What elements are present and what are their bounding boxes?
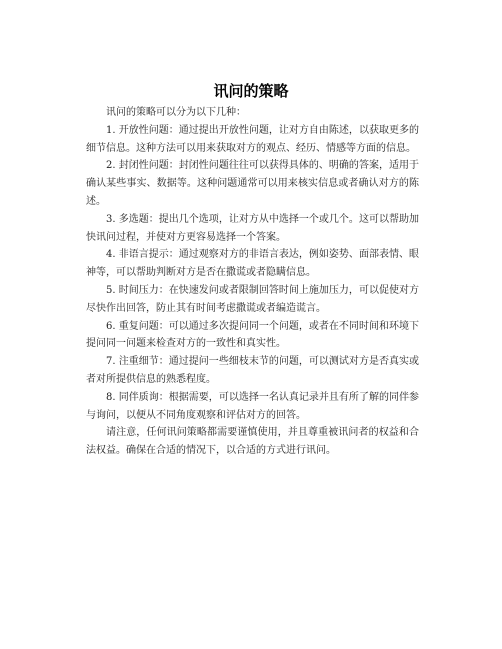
strategy-item-7: 7. 注重细节：通过提问一些细枝末节的问题，可以测试对方是否真实或者对所提供信息的熟悉程度。 [86, 356, 419, 385]
intro-paragraph: 讯问的策略可以分为以下几种： [106, 107, 246, 118]
strategy-item-8: 8. 同伴质询：根据需要，可以选择一名认真记录并且有所了解的同伴参与询问，以便从不同角度观察和评估对方的回答。 [86, 391, 419, 421]
document-body [86, 104, 419, 460]
strategy-item-2: 2. 封闭性问题：封闭性问题往往可以获得具体的、明确的答案，适用于确认某些事实、数据等。这种问题通常可以用来核实信息或者确认对方的陈述。 [86, 160, 419, 207]
closing-paragraph: 请注意，任何讯问策略都需要谨慎使用，并且尊重被讯问者的权益和合法权益。确保在合适的情况下，以合适的方式进行讯问。 [86, 427, 419, 457]
strategy-item-5: 5. 时间压力：在快速发问或者限制回答时间上施加压力，可以促使对方尽快作出回答，防止其有时间考虑撒谎或者编造谎言。 [86, 284, 419, 314]
strategy-item-1: 1. 开放性问题：通过提出开放性问题，让对方自由陈述，以获取更多的细节信息。这种方法可以用来获取对方的观点、经历、情感等方面的信息。 [86, 124, 419, 154]
strategy-item-3: 3. 多选题：提出几个选项，让对方从中选择一个或几个。这可以帮助加快讯问过程，并使对方更容易选择一个答案。 [86, 213, 419, 243]
strategy-item-6: 6. 重复问题：可以通过多次提问同一个问题，或者在不同时间和环境下提问同一问题来检查对方的一致性和真实性。 [86, 320, 419, 350]
document-title: 讯问的策略 [213, 82, 289, 100]
strategy-item-4: 4. 非语言提示：通过观察对方的非语言表达，例如姿势、面部表情、眼神等，可以帮助判断对方是否在撒谎或者隐瞒信息。 [86, 249, 419, 279]
